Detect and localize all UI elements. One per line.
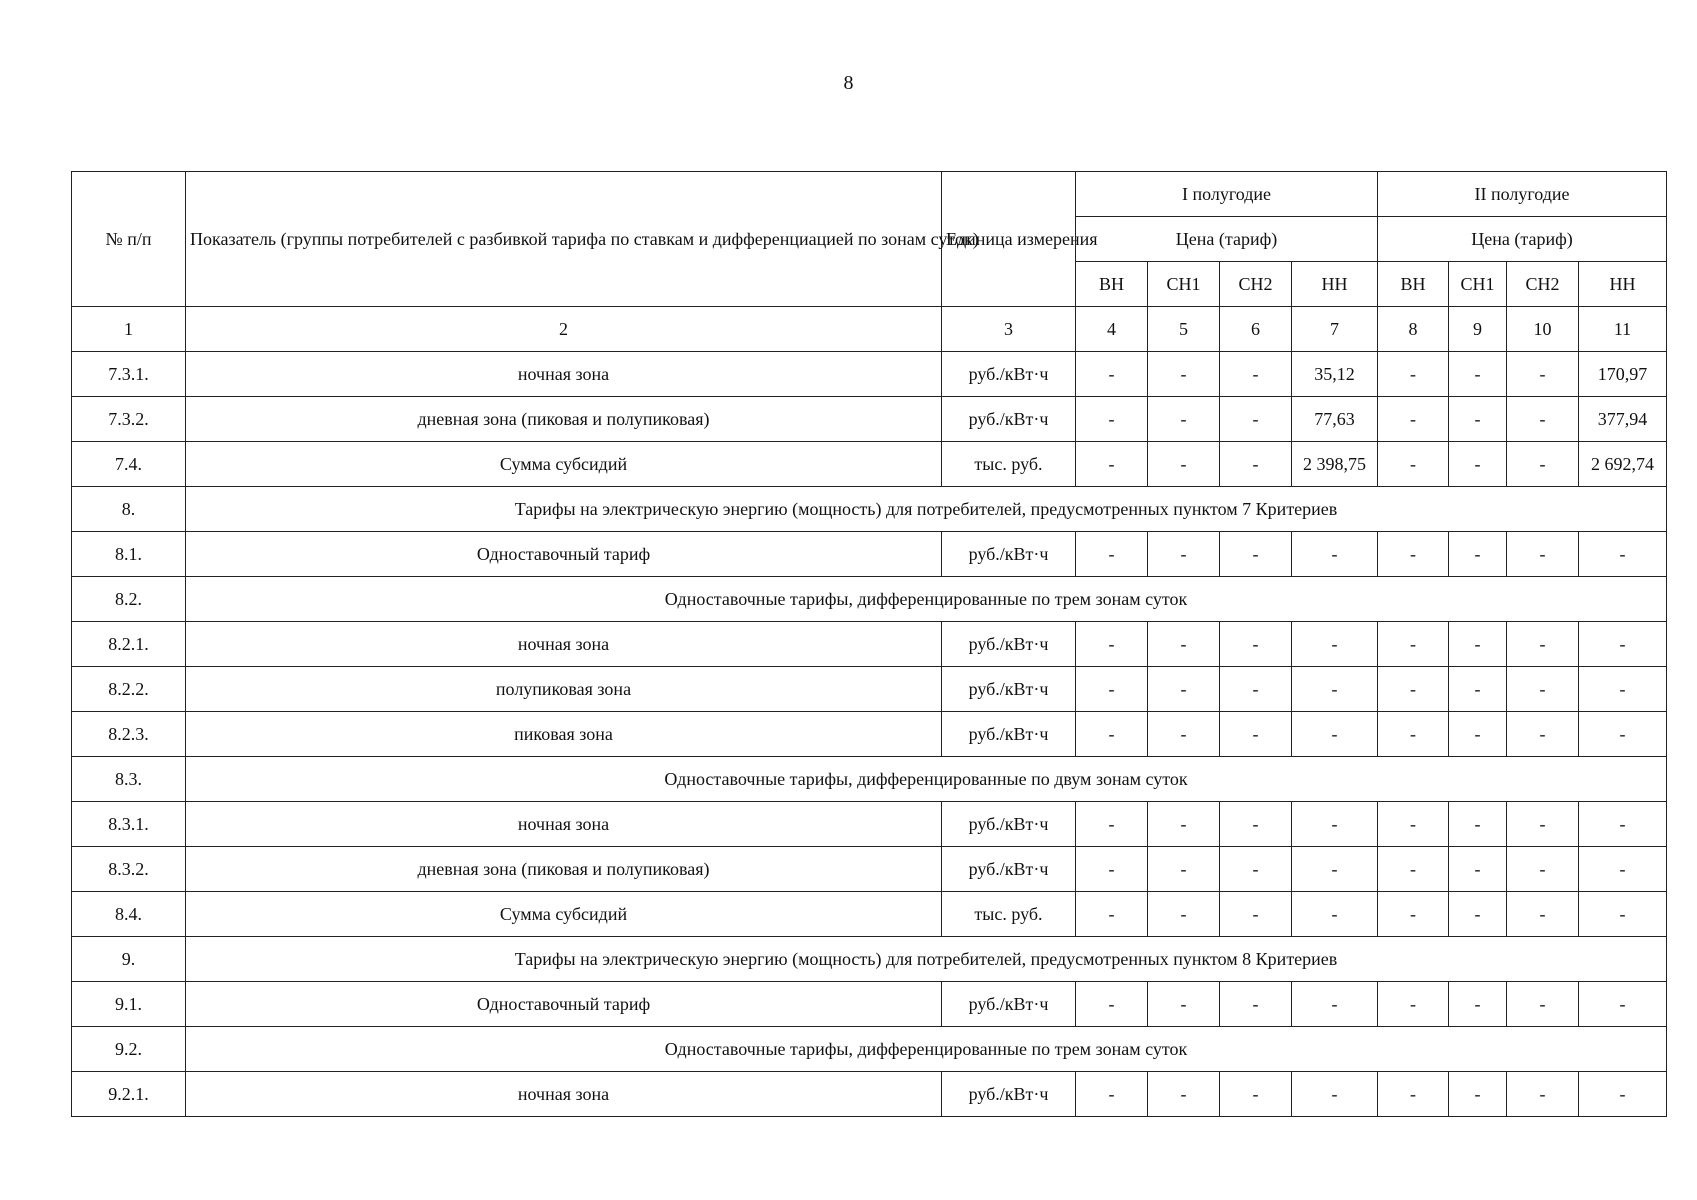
row-indicator: Сумма субсидий: [186, 892, 942, 937]
row-value: -: [1076, 802, 1148, 847]
row-value: 77,63: [1292, 397, 1378, 442]
row-indicator: ночная зона: [186, 622, 942, 667]
row-value: -: [1220, 802, 1292, 847]
row-value: -: [1579, 712, 1667, 757]
row-value: -: [1220, 667, 1292, 712]
row-value: -: [1449, 442, 1507, 487]
row-value: -: [1148, 892, 1220, 937]
row-value: -: [1220, 532, 1292, 577]
row-unit: руб./кВт·ч: [942, 802, 1076, 847]
header-level: СН2: [1220, 262, 1292, 307]
row-value: -: [1378, 802, 1449, 847]
column-index: 9: [1449, 307, 1507, 352]
table-row: [72, 892, 1667, 937]
row-value: -: [1579, 667, 1667, 712]
row-value: -: [1148, 622, 1220, 667]
row-value: -: [1148, 802, 1220, 847]
row-value: -: [1148, 532, 1220, 577]
column-index-row: [72, 307, 1667, 352]
row-indicator: Одноставочные тарифы, дифференцированные по трем зонам суток: [186, 1027, 1667, 1072]
header-half-1: I полугодие: [1076, 172, 1378, 217]
section-row: [72, 757, 1667, 802]
table-body: [72, 352, 1667, 1117]
row-value: -: [1449, 1072, 1507, 1117]
row-value: -: [1076, 442, 1148, 487]
row-value: -: [1579, 847, 1667, 892]
row-value: -: [1579, 532, 1667, 577]
row-value: -: [1220, 1072, 1292, 1117]
tariff-table: [71, 171, 1667, 1117]
row-value: -: [1076, 667, 1148, 712]
row-number: 8.2.2.: [72, 667, 186, 712]
header-level: НН: [1292, 262, 1378, 307]
row-value: -: [1076, 712, 1148, 757]
header-num: № п/п: [72, 172, 186, 307]
table-row: [72, 532, 1667, 577]
row-indicator: дневная зона (пиковая и полупиковая): [186, 397, 942, 442]
row-value: -: [1076, 622, 1148, 667]
row-value: -: [1220, 712, 1292, 757]
row-number: 9.: [72, 937, 186, 982]
column-index: 4: [1076, 307, 1148, 352]
header-unit: Единица измерения: [942, 172, 1076, 307]
row-indicator: пиковая зона: [186, 712, 942, 757]
row-number: 8.3.: [72, 757, 186, 802]
table-row: [72, 442, 1667, 487]
table-row: [72, 802, 1667, 847]
row-indicator: Тарифы на электрическую энергию (мощность) для потребителей, предусмотренных пунктом 7 Критериев: [186, 487, 1667, 532]
row-indicator: дневная зона (пиковая и полупиковая): [186, 847, 942, 892]
row-number: 8.2.1.: [72, 622, 186, 667]
row-value: -: [1378, 352, 1449, 397]
row-value: -: [1220, 397, 1292, 442]
row-value: -: [1076, 1072, 1148, 1117]
row-number: 8.: [72, 487, 186, 532]
row-value: -: [1378, 892, 1449, 937]
row-value: -: [1220, 442, 1292, 487]
section-row: [72, 487, 1667, 532]
row-value: -: [1579, 892, 1667, 937]
row-value: -: [1292, 712, 1378, 757]
row-value: -: [1076, 892, 1148, 937]
row-value: -: [1292, 1072, 1378, 1117]
row-value: -: [1507, 532, 1579, 577]
column-index: 7: [1292, 307, 1378, 352]
row-number: 9.1.: [72, 982, 186, 1027]
row-value: -: [1507, 397, 1579, 442]
row-unit: тыс. руб.: [942, 442, 1076, 487]
row-value: -: [1507, 847, 1579, 892]
row-number: 7.4.: [72, 442, 186, 487]
row-value: 2 398,75: [1292, 442, 1378, 487]
row-value: -: [1507, 622, 1579, 667]
row-number: 7.3.2.: [72, 397, 186, 442]
row-value: -: [1292, 892, 1378, 937]
row-value: -: [1579, 1072, 1667, 1117]
row-indicator: ночная зона: [186, 352, 942, 397]
row-number: 9.2.1.: [72, 1072, 186, 1117]
row-value: -: [1220, 352, 1292, 397]
row-unit: руб./кВт·ч: [942, 352, 1076, 397]
row-indicator: Тарифы на электрическую энергию (мощность) для потребителей, предусмотренных пунктом 8 Критериев: [186, 937, 1667, 982]
table-header: [72, 172, 1667, 352]
row-indicator: Сумма субсидий: [186, 442, 942, 487]
row-value: -: [1378, 667, 1449, 712]
section-row: [72, 937, 1667, 982]
row-value: -: [1292, 667, 1378, 712]
row-value: -: [1378, 532, 1449, 577]
page-number: 8: [843, 72, 854, 94]
row-value: -: [1449, 847, 1507, 892]
row-unit: руб./кВт·ч: [942, 667, 1076, 712]
row-value: -: [1378, 397, 1449, 442]
row-value: -: [1292, 982, 1378, 1027]
header-level: НН: [1579, 262, 1667, 307]
row-value: -: [1507, 982, 1579, 1027]
row-value: -: [1292, 532, 1378, 577]
row-value: -: [1220, 622, 1292, 667]
row-number: 8.3.1.: [72, 802, 186, 847]
table-row: [72, 712, 1667, 757]
row-value: 2 692,74: [1579, 442, 1667, 487]
row-indicator: Одноставочный тариф: [186, 532, 942, 577]
row-value: -: [1449, 712, 1507, 757]
row-value: -: [1378, 712, 1449, 757]
column-index: 2: [186, 307, 942, 352]
row-value: -: [1220, 982, 1292, 1027]
header-level: СН1: [1449, 262, 1507, 307]
row-value: -: [1148, 352, 1220, 397]
row-number: 7.3.1.: [72, 352, 186, 397]
header-half-2: II полугодие: [1378, 172, 1667, 217]
column-index: 3: [942, 307, 1076, 352]
row-value: -: [1507, 442, 1579, 487]
row-value: -: [1579, 622, 1667, 667]
row-value: -: [1449, 802, 1507, 847]
row-value: -: [1076, 352, 1148, 397]
column-index: 1: [72, 307, 186, 352]
header-indicator: Показатель (группы потребителей с разбивкой тарифа по ставкам и дифференциацией по зонам суток): [186, 172, 942, 307]
row-indicator: полупиковая зона: [186, 667, 942, 712]
row-value: -: [1220, 847, 1292, 892]
row-value: -: [1378, 982, 1449, 1027]
row-unit: руб./кВт·ч: [942, 397, 1076, 442]
row-value: 35,12: [1292, 352, 1378, 397]
row-value: -: [1076, 982, 1148, 1027]
row-value: -: [1378, 1072, 1449, 1117]
row-unit: руб./кВт·ч: [942, 982, 1076, 1027]
row-value: -: [1507, 352, 1579, 397]
row-value: -: [1148, 982, 1220, 1027]
row-value: 170,97: [1579, 352, 1667, 397]
header-level: ВН: [1378, 262, 1449, 307]
row-value: -: [1449, 982, 1507, 1027]
row-indicator: ночная зона: [186, 802, 942, 847]
row-indicator: ночная зона: [186, 1072, 942, 1117]
header-level: СН2: [1507, 262, 1579, 307]
header-price-1: Цена (тариф): [1076, 217, 1378, 262]
row-value: -: [1076, 532, 1148, 577]
row-value: -: [1292, 847, 1378, 892]
row-unit: тыс. руб.: [942, 892, 1076, 937]
column-index: 6: [1220, 307, 1292, 352]
row-value: -: [1579, 982, 1667, 1027]
row-value: -: [1148, 847, 1220, 892]
row-value: -: [1378, 622, 1449, 667]
column-index: 11: [1579, 307, 1667, 352]
table-row: [72, 397, 1667, 442]
row-number: 8.4.: [72, 892, 186, 937]
row-value: -: [1148, 442, 1220, 487]
section-row: [72, 1027, 1667, 1072]
row-value: -: [1292, 802, 1378, 847]
row-value: -: [1449, 532, 1507, 577]
row-value: -: [1507, 667, 1579, 712]
row-value: -: [1220, 892, 1292, 937]
row-value: -: [1292, 622, 1378, 667]
section-row: [72, 577, 1667, 622]
row-indicator: Одноставочные тарифы, дифференцированные по трем зонам суток: [186, 577, 1667, 622]
row-value: -: [1449, 667, 1507, 712]
row-number: 8.1.: [72, 532, 186, 577]
table-row: [72, 352, 1667, 397]
row-value: -: [1449, 397, 1507, 442]
row-value: -: [1449, 892, 1507, 937]
row-value: -: [1076, 847, 1148, 892]
row-indicator: Одноставочный тариф: [186, 982, 942, 1027]
header-level: СН1: [1148, 262, 1220, 307]
row-indicator: Одноставочные тарифы, дифференцированные по двум зонам суток: [186, 757, 1667, 802]
row-unit: руб./кВт·ч: [942, 1072, 1076, 1117]
table-row: [72, 1072, 1667, 1117]
row-value: -: [1148, 712, 1220, 757]
row-value: -: [1507, 892, 1579, 937]
row-number: 8.2.: [72, 577, 186, 622]
row-value: -: [1148, 1072, 1220, 1117]
row-unit: руб./кВт·ч: [942, 532, 1076, 577]
row-unit: руб./кВт·ч: [942, 622, 1076, 667]
table-row: [72, 847, 1667, 892]
row-value: -: [1507, 712, 1579, 757]
column-index: 5: [1148, 307, 1220, 352]
header-price-2: Цена (тариф): [1378, 217, 1667, 262]
row-value: -: [1579, 802, 1667, 847]
header-level: ВН: [1076, 262, 1148, 307]
row-value: -: [1378, 847, 1449, 892]
table-row: [72, 982, 1667, 1027]
row-value: -: [1507, 1072, 1579, 1117]
row-value: -: [1076, 397, 1148, 442]
column-index: 10: [1507, 307, 1579, 352]
row-unit: руб./кВт·ч: [942, 712, 1076, 757]
row-value: -: [1507, 802, 1579, 847]
row-value: -: [1378, 442, 1449, 487]
row-number: 8.3.2.: [72, 847, 186, 892]
row-number: 8.2.3.: [72, 712, 186, 757]
row-value: -: [1449, 622, 1507, 667]
table-row: [72, 667, 1667, 712]
row-value: 377,94: [1579, 397, 1667, 442]
row-value: -: [1449, 352, 1507, 397]
row-value: -: [1148, 397, 1220, 442]
row-value: -: [1148, 667, 1220, 712]
row-number: 9.2.: [72, 1027, 186, 1072]
row-unit: руб./кВт·ч: [942, 847, 1076, 892]
table-row: [72, 622, 1667, 667]
column-index: 8: [1378, 307, 1449, 352]
